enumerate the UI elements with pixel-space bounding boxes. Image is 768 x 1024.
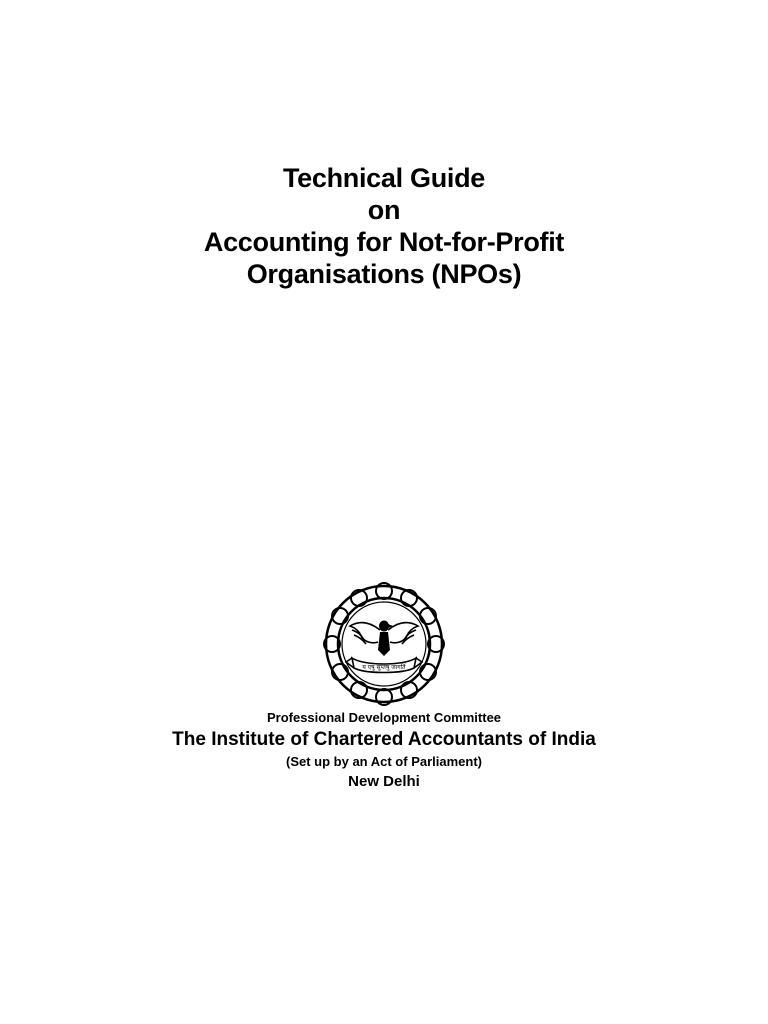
title-line-3: Accounting for Not-for-Profit [203,227,565,257]
publisher-city: New Delhi [348,773,420,790]
committee-name: Professional Development Committee [266,710,502,725]
document-title [0,162,768,290]
institute-name: The Institute of Chartered Accountants of India [172,729,596,750]
title-line-2: on [367,195,401,225]
title-line-4: Organisations (NPOs) [246,259,522,289]
title-line-1: Technical Guide [282,163,486,193]
emblem-motto: य एषु सुप्तेषु जागर्ति [362,664,406,671]
icai-emblem-icon [322,582,446,706]
institute-setup-note: (Set up by an Act of Parliament) [286,754,482,769]
publisher-block [0,709,768,793]
